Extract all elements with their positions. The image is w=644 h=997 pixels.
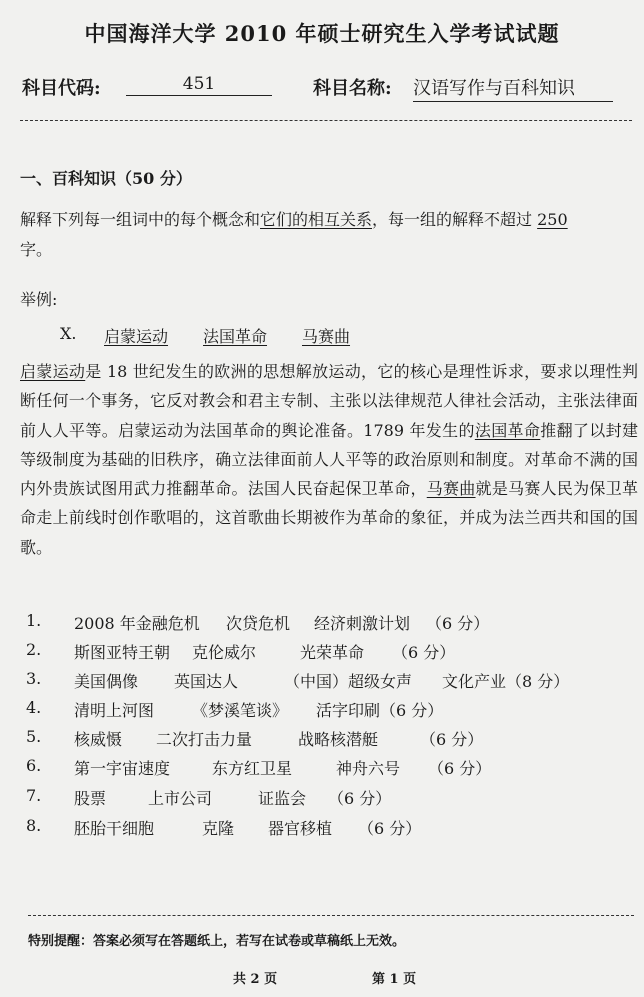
subject-code-label: 科目代码: (22, 78, 101, 99)
term-highlight: 马赛曲 (426, 479, 476, 499)
example-term: 马赛曲 (302, 327, 351, 346)
question-score: （6 分） (420, 730, 484, 749)
question-score: （6 分） (328, 789, 392, 808)
question-score: （6 分） (428, 759, 492, 778)
instruction-part: 字。 (20, 240, 53, 259)
total-pages: 共 2 页 (233, 972, 278, 987)
page-title: 中国海洋大学 2010 年硕士研究生入学考试试题 (84, 21, 560, 46)
question-number: 5. (26, 727, 42, 746)
example-term: 启蒙运动 (104, 327, 169, 346)
question-term: 股票 (74, 789, 107, 808)
question-term: 清明上河图 (74, 701, 155, 720)
question-term: 光荣革命 (300, 643, 365, 662)
question-term: 器官移植 (268, 819, 333, 838)
question-term: 《梦溪笔谈》 (192, 701, 289, 720)
instruction-limit: 250 (537, 210, 568, 229)
footer-notice: 特别提醒：答案必须写在答题纸上，若写在试卷或草稿纸上无效。 (28, 934, 406, 949)
question-number: 6. (26, 756, 42, 775)
question-term: （中国）超级女声 (284, 672, 413, 691)
section-heading: 一、百科知识（50 分） (20, 169, 192, 188)
question-term: 英国达人 (174, 672, 239, 691)
question-score: （6 分） (358, 819, 422, 838)
question-term: 活字印刷（6 分） (316, 701, 444, 720)
question-term: 上市公司 (148, 789, 213, 808)
instruction-text (20, 205, 630, 265)
example-term: 法国革命 (203, 327, 268, 346)
current-page: 第 1 页 (372, 972, 417, 987)
question-term: 斯图亚特王朝 (74, 643, 171, 662)
question-score: （6 分） (426, 614, 490, 633)
question-term: 东方红卫星 (212, 759, 293, 778)
question-term: 第一宇宙速度 (74, 759, 171, 778)
paragraph-text: 是 18 世纪发生的欧洲的思想解放运动，它的核心是理性诉求，要求以理性判断任何一个事务，它反对教会和君主专制、主张以法律规范人律社会活动，主张法律面前人人平等。启蒙运动为法国革命的舆论准备。1789 年发生的 (20, 362, 638, 440)
question-number: 2. (26, 640, 42, 659)
question-term: 美国偶像 (74, 672, 139, 691)
question-term: 胚胎干细胞 (74, 819, 155, 838)
question-term: 克隆 (202, 819, 235, 838)
subject-name-value: 汉语写作与百科知识 (413, 74, 613, 102)
question-term: 克伦威尔 (192, 643, 257, 662)
header-divider (20, 120, 632, 121)
question-term: 2008 年金融危机 (74, 614, 200, 633)
paragraph-text: 推翻了以封建等级制度为基础的旧秩序，确立法律面前人人平等的政治原则和制度。对革命不满的国内外贵族试图用武力推翻革命。法国人民奋起保卫革命， (20, 420, 638, 499)
question-term: 二次打击力量 (156, 730, 253, 749)
instruction-part: ，每一组的解释不超过 (372, 210, 538, 229)
question-number: 4. (26, 698, 42, 717)
question-term: 战略核潜艇 (298, 730, 379, 749)
example-marker: X. (60, 324, 77, 343)
instruction-part: 解释下列每一组词中的每个概念和 (20, 210, 261, 229)
question-number: 8. (26, 816, 42, 835)
subject-code-value: 451 (126, 74, 272, 96)
question-term: 经济刺激计划 (314, 614, 411, 633)
subject-name-label: 科目名称: (313, 78, 392, 99)
question-term: 文化产业（8 分） (442, 672, 570, 691)
question-score: （6 分） (392, 643, 456, 662)
footer-divider (28, 915, 634, 916)
question-term: 神舟六号 (336, 759, 401, 778)
term-highlight: 启蒙运动 (20, 362, 86, 381)
question-term: 证监会 (258, 789, 307, 808)
question-number: 7. (26, 786, 42, 805)
example-paragraph (20, 357, 638, 562)
instruction-emphasis: 它们的相互关系 (260, 210, 373, 229)
paragraph-text: 就是马赛人民为保卫革命走上前线时创作歌唱的，这首歌曲长期被作为革命的象征，并成为法兰西共和国的国歌。 (20, 479, 638, 557)
question-term: 次贷危机 (226, 614, 291, 633)
question-number: 3. (26, 669, 42, 688)
question-number: 1. (26, 611, 42, 630)
example-label: 举例: (20, 290, 58, 309)
question-term: 核威慑 (74, 730, 123, 749)
term-highlight: 法国革命 (474, 420, 541, 440)
